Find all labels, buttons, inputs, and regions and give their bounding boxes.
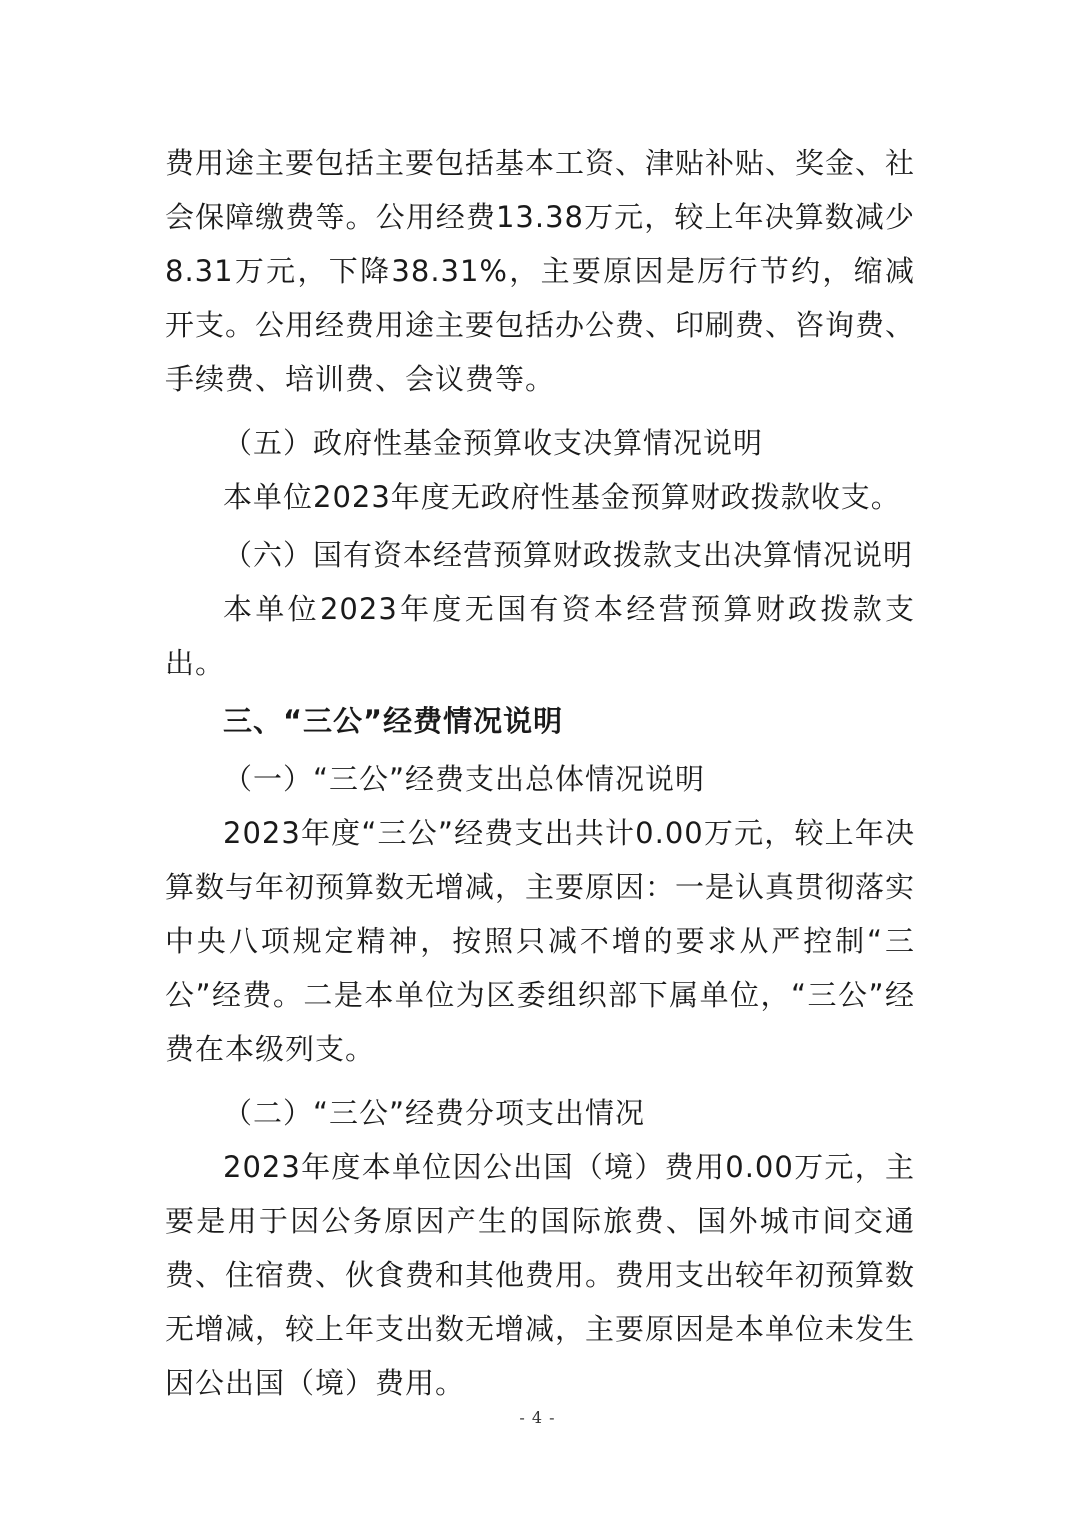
page-number: - 4 - <box>519 1408 556 1427</box>
heading-state-capital-budget: （六）国有资本经营预算财政拨款支出决算情况说明 <box>223 538 914 572</box>
paragraph-state-capital-budget: 本单位2023年度无国有资本经营预算财政拨款支出。 <box>165 592 915 680</box>
heading-government-fund-budget: （五）政府性基金预算收支决算情况说明 <box>223 426 764 460</box>
document-body <box>165 136 915 1410</box>
paragraph-overseas-travel-expenses: 2023年度本单位因公出国（境）费用0.00万元，主要是用于因公务原因产生的国际旅费、国外城市间交通费、住宿费、伙食费和其他费用。费用支出较年初预算数无增减，较上年支出数无增减，主要原因是本单位未发生因公出国（境）费用。 <box>165 1150 916 1400</box>
heading-three-public-itemized: （二）“三公”经费分项支出情况 <box>223 1096 646 1130</box>
paragraph-government-fund-budget: 本单位2023年度无政府性基金预算财政拨款收支。 <box>223 480 901 514</box>
paragraph-three-public-overall: 2023年度“三公”经费支出共计0.00万元，较上年决算数与年初预算数无增减，主要原因：一是认真贯彻落实中央八项规定精神，按照只减不增的要求从严控制“三公”经费。二是本单位为区委组织部下属单位，“三公”经费在本级列支。 <box>165 816 916 1066</box>
heading-three-public-overall: （一）“三公”经费支出总体情况说明 <box>223 762 706 796</box>
section-heading-three-public-expenses: 三、“三公”经费情况说明 <box>223 704 564 738</box>
paragraph-personnel-and-public-expenses: 费用途主要包括主要包括基本工资、津贴补贴、奖金、社会保障缴费等。公用经费13.38万元，较上年决算数减少8.31万元，下降38.31%，主要原因是厉行节约，缩减开支。公用经费用途主要包括办公费、印刷费、咨询费、手续费、培训费、会议费等。 <box>165 146 916 396</box>
